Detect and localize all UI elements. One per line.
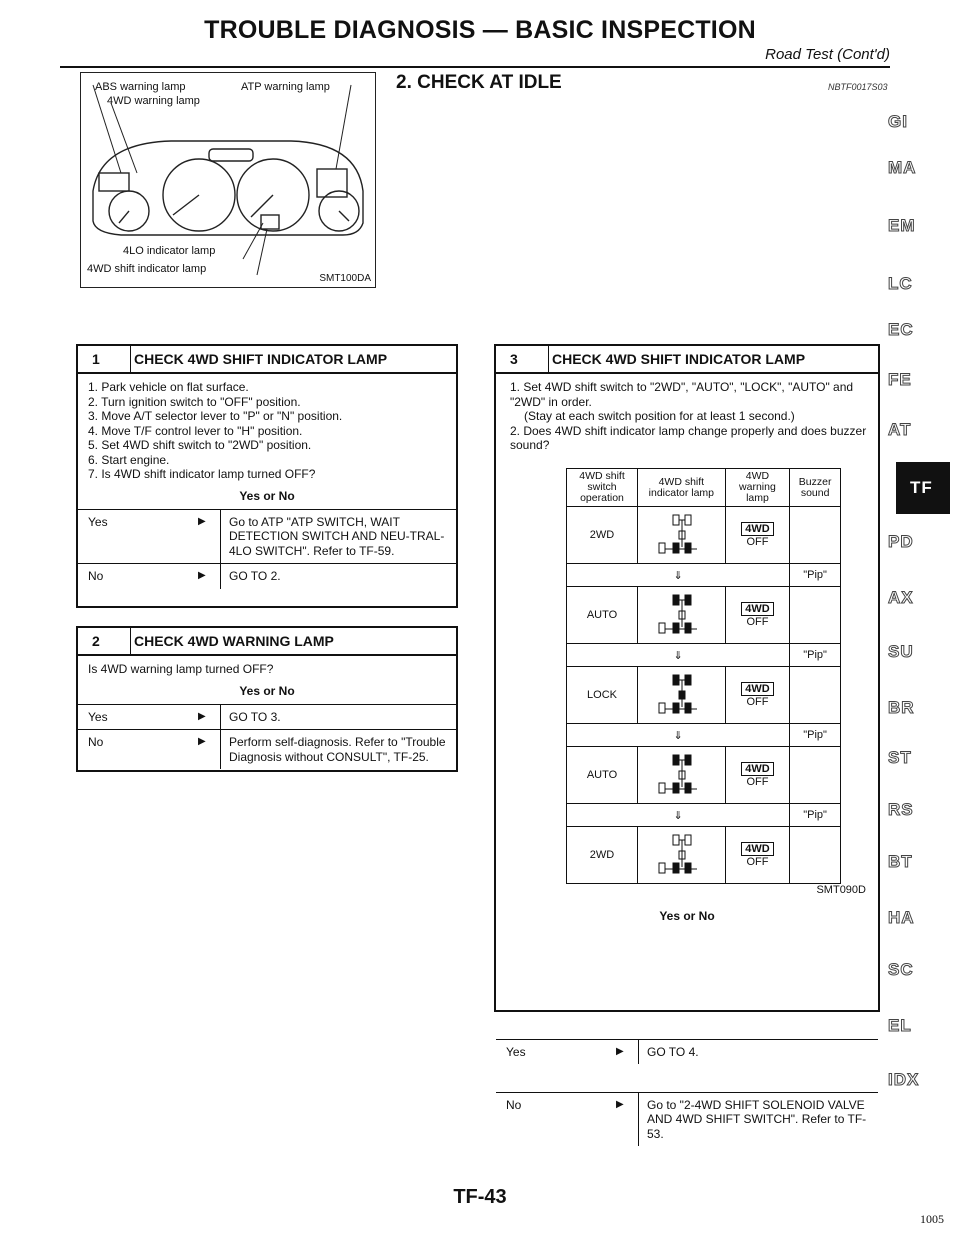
warning-lamp-state: OFF [746,536,769,548]
table-row [567,747,841,804]
instrument-cluster-figure [80,72,376,288]
yes-row [78,704,456,730]
page-title: TROUBLE DIAGNOSIS — BASIC INSPECTION [204,16,756,44]
fourwd-warning-lamp-label: 4WD warning lamp [107,95,200,107]
yes-or-no-label: Yes or No [239,683,295,698]
check-number: 1 [78,346,131,372]
transition-row [567,724,841,747]
arrow-icon: ▶ [616,1045,624,1057]
step-text: 1. Set 4WD shift switch to "2WD", "AUTO", "LOCK", "AUTO" and "2WD" in order. [510,380,854,409]
check-title: CHECK 4WD SHIFT INDICATOR LAMP [134,351,388,367]
no-row [78,563,456,589]
warning-lamp-label: 4WD [741,602,773,616]
atp-lamp-label: ATP warning lamp [241,81,330,93]
tab-at[interactable]: AT [888,420,912,439]
check-title: CHECK 4WD SHIFT INDICATOR LAMP [552,351,806,367]
warning-lamp-state: OFF [746,696,769,708]
step-text: 7. Is 4WD shift indicator lamp turned OFF? [88,467,316,481]
no-row [496,1092,878,1147]
warning-lamp-label: 4WD [741,522,773,536]
step-text: 3. Move A/T selector lever to "P" or "N" position. [88,409,343,423]
warning-lamp-state: OFF [746,776,769,788]
tab-bt[interactable]: BT [888,852,913,871]
no-label: No [88,569,104,583]
yes-label: Yes [88,514,108,529]
step-text: 1. Park vehicle on flat surface. [88,380,249,394]
yes-label: Yes [88,709,108,724]
table-row [567,587,841,644]
indicator-lamp-icon [638,587,726,644]
down-arrow-icon: ⇓ [567,804,790,827]
switch-position: 2WD [567,827,638,884]
no-label: No [506,1097,522,1112]
tab-el[interactable]: EL [888,1016,912,1035]
corner-number: 1005 [920,1212,944,1226]
tab-ec[interactable]: EC [888,320,914,339]
yes-action: Go to ATP "ATP SWITCH, WAIT DETECTION SWITCH AND NEU-TRAL-4LO SWITCH". Refer to TF-59. [220,510,456,564]
check-number: 2 [78,628,131,654]
arrow-icon: ▶ [616,1098,624,1110]
shift-indicator-label: 4WD shift indicator lamp [87,263,207,275]
table-header: Buzzer sound [790,469,841,507]
transition-row [567,644,841,667]
transition-row [567,564,841,587]
lamp-sequence-table [566,468,841,884]
indicator-lamp-icon [638,747,726,804]
step-text: 5. Set 4WD shift switch to "2WD" position. [88,438,312,452]
abs-lamp-label: ABS warning lamp [95,81,186,93]
transition-row [567,804,841,827]
step-text: 6. Start engine. [88,452,170,467]
step-text: 2. Does 4WD shift indicator lamp change properly and does buzzer sound? [510,423,867,452]
tab-ax[interactable]: AX [888,588,914,607]
check-question: Is 4WD warning lamp turned OFF? [88,662,274,676]
buzzer-sound: "Pip" [790,564,841,587]
tab-br[interactable]: BR [888,698,915,717]
tab-fe[interactable]: FE [888,370,912,389]
yes-or-no-label: Yes or No [659,909,715,923]
buzzer-sound: "Pip" [790,724,841,747]
tab-lc[interactable]: LC [888,274,913,293]
warning-lamp-label: 4WD [741,762,773,776]
check-steps [78,374,456,486]
tab-gi[interactable]: GI [888,112,908,131]
table-row [567,827,841,884]
table-row [567,667,841,724]
check-steps [496,374,878,457]
table-row [567,507,841,564]
tab-idx[interactable]: IDX [888,1070,920,1089]
warning-lamp-label: 4WD [741,842,773,856]
table-header: 4WD shift indicator lamp [638,469,726,507]
tab-pd[interactable]: PD [888,532,914,551]
indicator-lamp-icon [638,507,726,564]
step-text: 2. Turn ignition switch to "OFF" position. [88,394,301,409]
down-arrow-icon: ⇓ [567,564,790,587]
switch-position: LOCK [567,667,638,724]
down-arrow-icon: ⇓ [567,724,790,747]
yes-label: Yes [506,1044,526,1059]
header-rule [60,66,890,68]
step-text: 4. Move T/F control lever to "H" position. [88,423,303,438]
tab-ha[interactable]: HA [888,908,915,927]
check-box-1 [76,344,458,608]
tab-su[interactable]: SU [888,642,914,661]
table-header: 4WD shift switch operation [567,469,638,507]
page-number: TF-43 [453,1186,507,1208]
switch-position: AUTO [567,747,638,804]
doc-id: NBTF0017S03 [828,82,888,92]
tab-tf[interactable]: TF [896,462,950,514]
arrow-icon: ▶ [198,570,206,581]
switch-position: 2WD [567,507,638,564]
warning-lamp-state: OFF [746,616,769,628]
indicator-lamp-icon [638,827,726,884]
arrow-icon: ▶ [198,710,206,722]
no-action: GO TO 2. [220,564,456,589]
indicator-lamp-icon [638,667,726,724]
no-label: No [88,735,104,749]
page-subtitle: Road Test (Cont'd) [765,46,890,63]
figure-code: SMT090D [816,884,866,896]
step-text: (Stay at each switch position for at least 1 second.) [524,409,795,423]
section-heading: 2. CHECK AT IDLE [396,72,562,93]
arrow-icon: ▶ [198,736,206,747]
yes-action: GO TO 4. [638,1040,878,1065]
no-action: Go to "2-4WD SHIFT SOLENOID VALVE AND 4WD SHIFT SWITCH". Refer to TF-53. [638,1093,878,1147]
no-row [78,729,456,769]
check-number: 3 [496,346,549,372]
tab-rs[interactable]: RS [888,800,914,819]
tab-em[interactable]: EM [888,216,916,235]
check-box-2 [76,626,458,772]
yes-row [496,1039,878,1066]
tab-ma[interactable]: MA [888,158,917,177]
switch-position: AUTO [567,587,638,644]
check-title: CHECK 4WD WARNING LAMP [134,633,334,649]
warning-lamp-state: OFF [746,856,769,868]
warning-lamp-label: 4WD [741,682,773,696]
yes-or-no-label: Yes or No [239,488,295,503]
down-arrow-icon: ⇓ [567,644,790,667]
tab-sc[interactable]: SC [888,960,914,979]
buzzer-sound: "Pip" [790,644,841,667]
no-action: Perform self-diagnosis. Refer to "Trouble Diagnosis without CONSULT", TF-25. [220,730,456,769]
4lo-lamp-label: 4LO indicator lamp [123,245,216,257]
table-header: 4WD warning lamp [725,469,790,507]
yes-row [78,509,456,564]
buzzer-sound: "Pip" [790,804,841,827]
figure-code: SMT100DA [319,273,371,284]
tab-st[interactable]: ST [888,748,912,767]
arrow-icon: ▶ [198,515,206,527]
yes-action: GO TO 3. [220,705,456,730]
